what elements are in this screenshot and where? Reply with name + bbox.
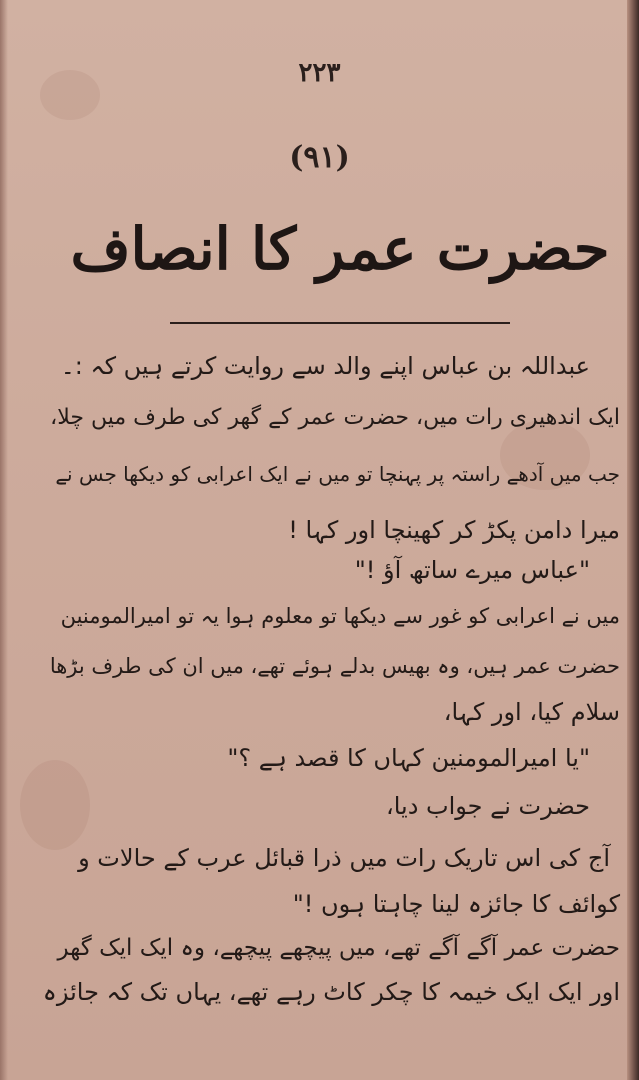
text-line: "عباس میرے ساتھ آؤ !" bbox=[354, 556, 590, 584]
text-line: آج کی اس تاریک رات میں ذرا قبائل عرب کے حالات و bbox=[78, 844, 610, 872]
text-line: اور ایک ایک خیمہ کا چکر کاٹ رہے تھے، یہاں تک کہ جائزہ bbox=[42, 978, 620, 1006]
section-number: (۹۱) bbox=[289, 140, 350, 175]
text-line: حضرت عمر ہیں، وہ بھیس بدلے ہوئے تھے، میں ان کی طرف بڑھا bbox=[49, 654, 620, 678]
text-line: کوائف کا جائزہ لینا چاہتا ہوں !" bbox=[292, 890, 620, 918]
text-line: حضرت نے جواب دیا، bbox=[385, 792, 590, 820]
title-underline bbox=[170, 322, 510, 324]
text-line: ایک اندھیری رات میں، حضرت عمر کے گھر کی طرف میں چلا، bbox=[50, 405, 620, 430]
text-line: جب میں آدھے راستہ پر پہنچا تو میں نے ایک اعرابی کو دیکھا جس نے bbox=[55, 462, 620, 486]
text-line: سلام کیا، اور کہا، bbox=[443, 698, 620, 726]
paper-stain bbox=[20, 760, 90, 850]
text-line: عبداللہ بن عباس اپنے والد سے روایت کرتے ہیں کہ :۔ bbox=[60, 352, 590, 380]
text-line: "یا امیرالمومنین کہاں کا قصد ہے ؟" bbox=[227, 744, 590, 772]
page-number: ۲۲۳ bbox=[298, 58, 341, 88]
chapter-title: حضرت عمر کا انصاف bbox=[70, 215, 610, 283]
text-line: میرا دامن پکڑ کر کھینچا اور کہا ! bbox=[288, 516, 620, 544]
text-line: حضرت عمر آگے آگے تھے، میں پیچھے پیچھے، وہ ایک ایک گھر bbox=[57, 935, 620, 961]
text-line: میں نے اعرابی کو غور سے دیکھا تو معلوم ہوا یہ تو امیرالمومنین bbox=[60, 604, 620, 628]
